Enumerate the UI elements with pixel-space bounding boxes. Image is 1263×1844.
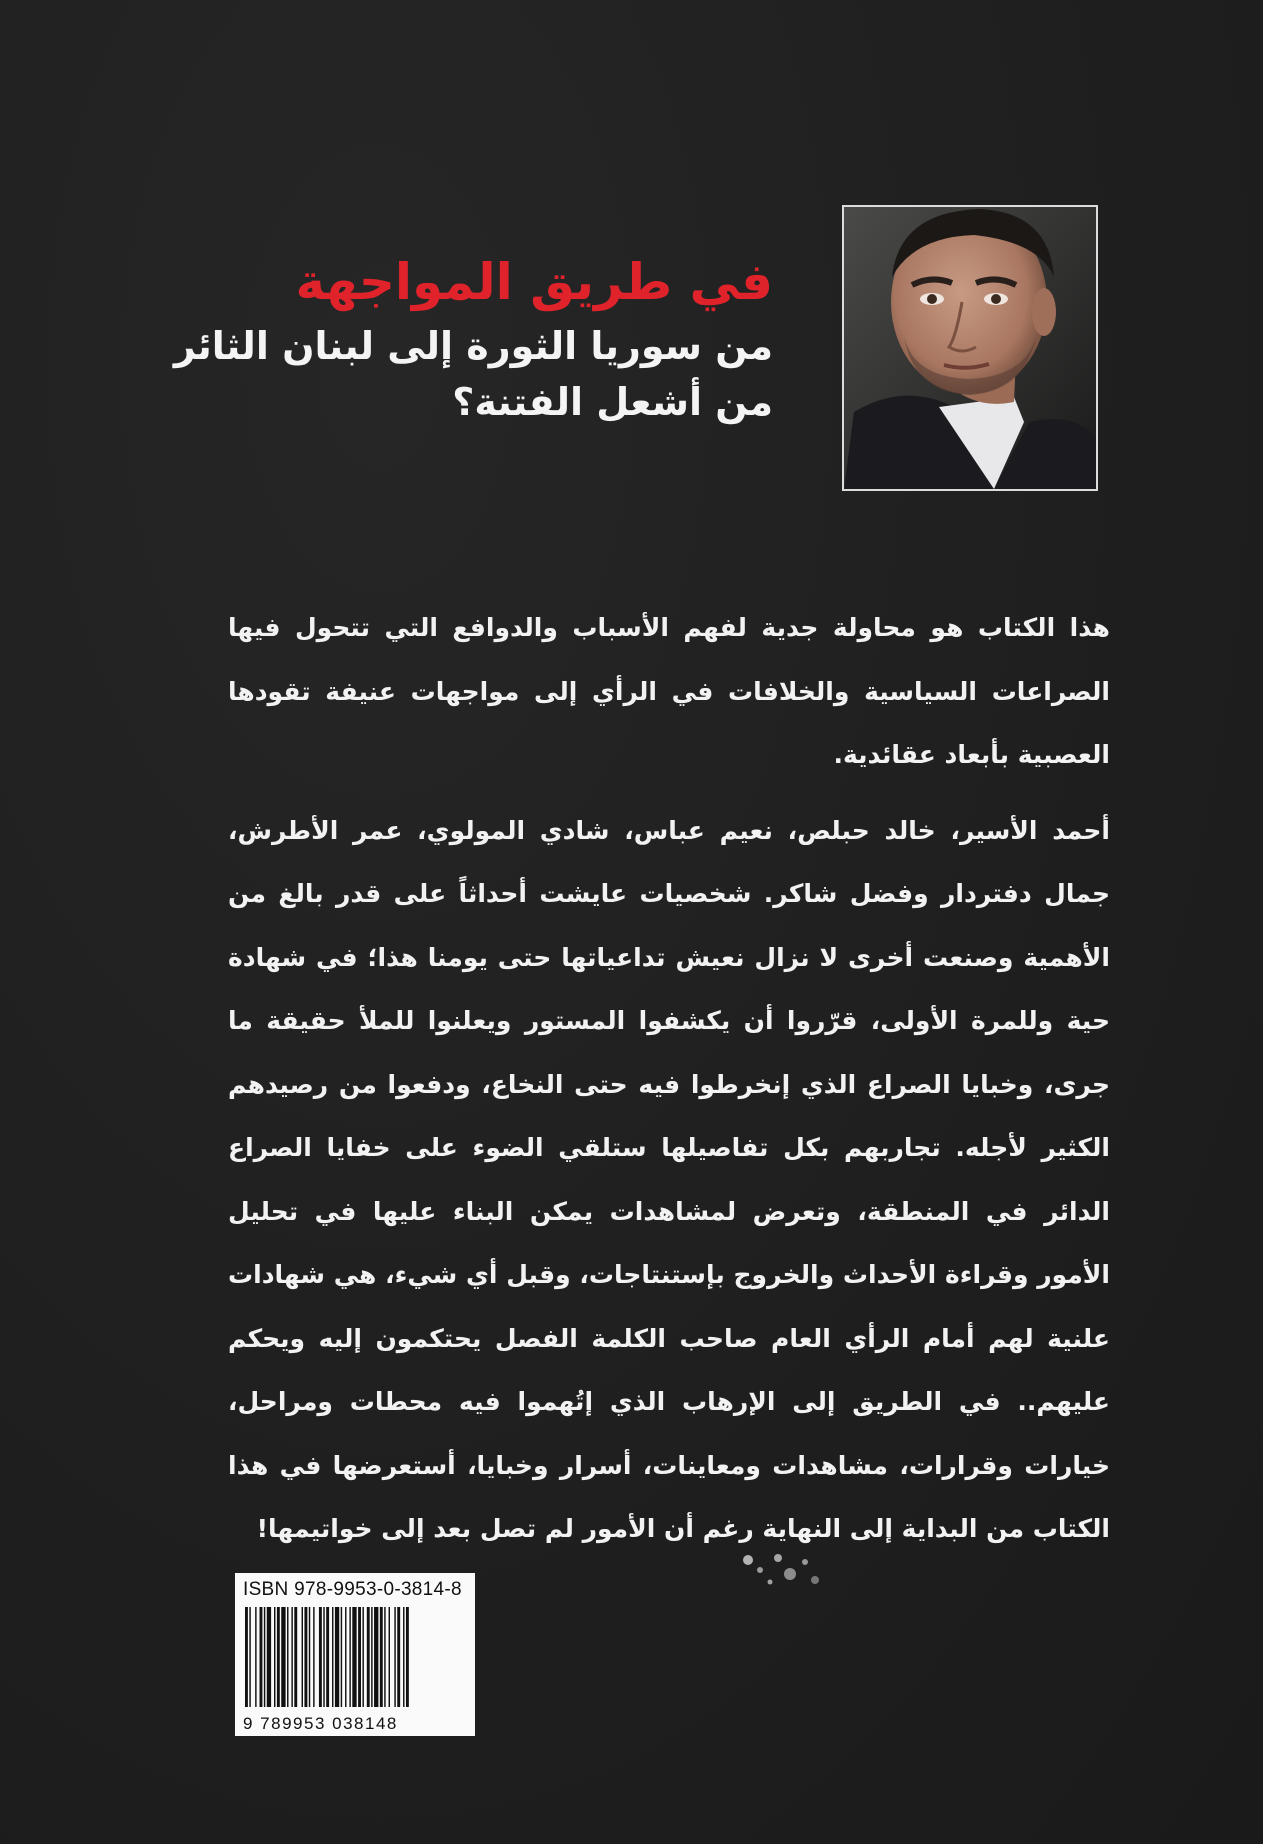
book-subtitle-line1: من سوريا الثورة إلى لبنان الثائر (173, 324, 773, 368)
isbn-label: ISBN 978-9953-0-3814-8 (243, 1579, 462, 1600)
title-block (173, 250, 773, 430)
scuff-mark (730, 1540, 830, 1595)
isbn-digits: 9 789953 038148 (243, 1714, 398, 1733)
blurb-paragraph-2: أحمد الأسير، خالد حبلص، نعيم عباس، شادي المولوي، عمر الأطرش، جمال دفتردار وفضل شاكر. شخصيات عايشت أحداثاً على قدر بالغ من الأهمية وصنعت أخرى لا نزال نعيش تداعياتها حتى يومنا هذا؛ في شهادة حية وللمرة الأولى، قرّروا أن يكشفوا المستور ويعلنوا للملأ حقيقة ما جرى، وخبايا الصراع الذي إنخرطوا فيه حتى النخاع، ودفعوا من رصيدهم الكثير لأجله. تجاربهم بكل تفاصيلها ستلقي الضوء على خفايا الصراع الدائر في المنطقة، وتعرض لمشاهدات يمكن البناء عليها في تحليل الأمور وقراءة الأحداث والخروج بإستنتاجات، وقبل أي شيء، هي شهادات علنية لهم أمام الرأي العام صاحب الكلمة الفصل يحتكمون إليه ويحكم عليهم.. في الطريق إلى الإرهاب الذي إتُهموا فيه محطات ومراحل، خيارات وقرارات، مشاهدات ومعاينات، أسرار وخبايا، أستعرضها في هذا الكتاب من البداية إلى النهاية رغم أن الأمور لم تصل بعد إلى خواتيمها! (228, 815, 1110, 1543)
author-portrait-icon (842, 205, 1098, 491)
blurb-paragraph-1: هذا الكتاب هو محاولة جدية لفهم الأسباب والدوافع التي تتحول فيها الصراعات السياسية والخلافات في الرأي إلى مواجهات عنيفة تقودها العصبية بأبعاد عقائدية. (228, 613, 1110, 769)
barcode-icon (235, 1573, 475, 1736)
book-title: في طريق المواجهة (295, 253, 773, 311)
blurb (228, 596, 1110, 1561)
barcode-bars (243, 1607, 467, 1707)
book-subtitle-line2: من أشعل الفتنة؟ (452, 380, 773, 424)
